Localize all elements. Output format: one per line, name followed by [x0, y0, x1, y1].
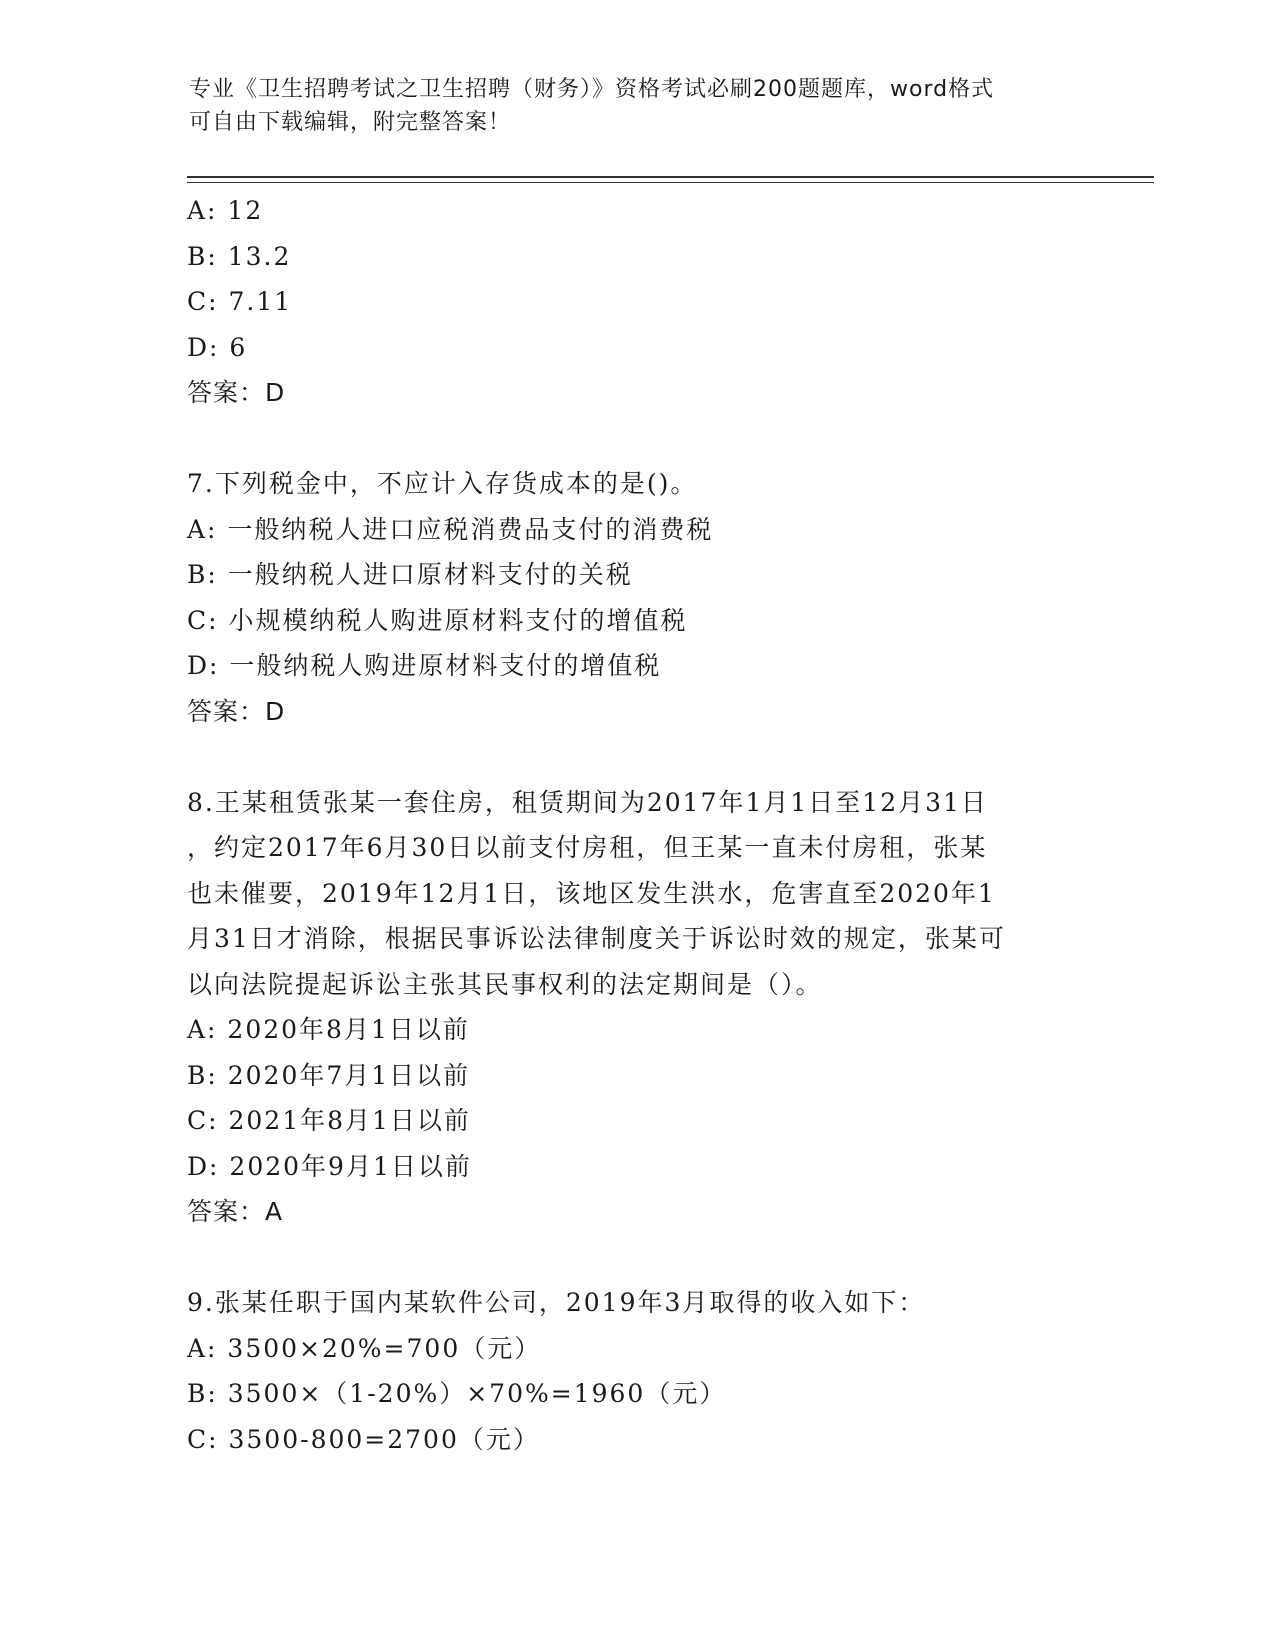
question-6-option-a: A: 12	[187, 196, 264, 225]
question-9	[187, 1280, 1087, 1462]
document-header	[189, 73, 1069, 139]
question-8-option-d: D: 2020年9月1日以前	[187, 1151, 472, 1181]
question-7	[187, 461, 1087, 734]
question-8-text-line-2: ，约定2017年6月30日以前支付房租，但王某一直未付房租，张某	[187, 833, 988, 862]
header-title-line-1: 专业《卫生招聘考试之卫生招聘（财务）》资格考试必刷200题题库，word格式	[189, 77, 995, 102]
question-7-option-d: D: 一般纳税人购进原材料支付的增值税	[187, 651, 662, 680]
question-6-answer: 答案：D	[187, 378, 286, 407]
question-list	[187, 188, 1087, 1462]
question-8-text-line-3: 也未催要，2019年12月1日，该地区发生洪水，危害直至2020年1	[187, 878, 996, 908]
question-7-option-c: C: 小规模纳税人购进原材料支付的增值税	[187, 605, 688, 635]
question-7-option-b: B: 一般纳税人进口原材料支付的关税	[187, 560, 633, 589]
question-8-text-line-4: 月31日才消除，根据民事诉讼法律制度关于诉讼时效的规定，张某可	[187, 924, 1006, 953]
question-8-text-line-5: 以向法院提起诉讼主张其民事权利的法定期间是（）。	[187, 969, 823, 999]
question-8-option-a: A: 2020年8月1日以前	[187, 1015, 470, 1044]
spacer	[187, 416, 1087, 462]
question-7-answer: 答案：D	[187, 696, 286, 726]
question-7-text: 7.下列税金中，不应计入存货成本的是()。	[187, 469, 698, 498]
question-6-option-c: C: 7.11	[187, 287, 293, 316]
question-9-option-c: C: 3500-800=2700（元）	[187, 1424, 540, 1454]
question-9-text: 9.张某任职于国内某软件公司，2019年3月取得的收入如下：	[187, 1288, 926, 1317]
question-8-answer: 答案：A	[187, 1197, 284, 1226]
question-6	[187, 188, 1087, 416]
header-divider	[187, 176, 1154, 183]
spacer	[187, 1235, 1087, 1281]
question-8-option-c: C: 2021年8月1日以前	[187, 1106, 471, 1135]
question-8-text-line-1: 8.王某租赁张某一套住房，租赁期间为2017年1月1日至12月31日	[187, 787, 988, 817]
question-9-option-b: B: 3500×（1-20%）×70%=1960（元）	[187, 1379, 727, 1408]
question-9-option-a: A: 3500×20%=700（元）	[187, 1333, 542, 1363]
spacer	[187, 734, 1087, 780]
question-8-option-b: B: 2020年7月1日以前	[187, 1060, 471, 1090]
question-7-option-a: A: 一般纳税人进口应税消费品支付的消费税	[187, 514, 714, 544]
header-title-line-2: 可自由下载编辑，附完整答案！	[189, 110, 512, 135]
question-8	[187, 780, 1087, 1235]
question-6-option-d: D: 6	[187, 332, 248, 362]
question-6-option-b: B: 13.2	[187, 241, 292, 271]
